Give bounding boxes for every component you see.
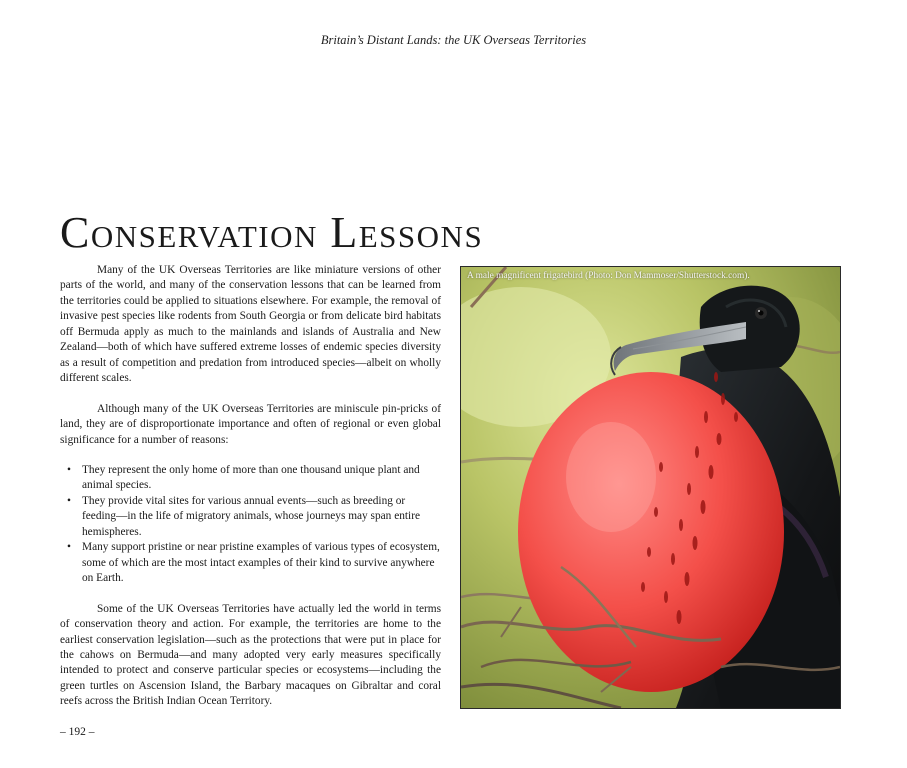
list-item-text: They represent the only home of more than one thousand unique plant and animal species. (82, 463, 420, 492)
list-item-text: Many support pristine or near pristine examples of various types of ecosystem, some of which are the most intact examples of their kind to survive anywhere on Earth. (82, 541, 440, 585)
list-item (60, 540, 441, 586)
list-item (60, 494, 441, 540)
photo-caption: A male magnificent frigatebird (Photo: Don Mammoser/Shutterstock.com). (467, 271, 750, 281)
paragraph-intro: Many of the UK Overseas Territories are like miniature versions of other parts of the world, and many of the conservation lessons that can be learned from the territories could be applied to situations elsewhere. For example, the removal of invasive pest species like rodents from South Georgia or from delicate bird habitats off Bermuda apply as much to the mainlands and islands of Australia and New Zealand—both of which have suffered extreme losses of endemic species diversity as a result of competition and predation from introduced species—albeit on wholly different scales. (60, 264, 441, 385)
frigatebird-photo (460, 266, 841, 709)
bullet-icon: • (67, 463, 71, 476)
list-item (60, 463, 441, 494)
list-item-text: They provide vital sites for various annual events—such as breeding or feeding—in the life of migratory animals, whose journeys may span entire hemispheres. (82, 494, 421, 538)
chapter-title: Conservation Lessons (60, 208, 484, 257)
reasons-list (60, 463, 441, 587)
page-number: – 192 – (60, 726, 95, 738)
body-text-column (60, 263, 441, 710)
frigatebird-illustration (461, 267, 840, 708)
running-head: Britain’s Distant Lands: the UK Overseas Territories (320, 33, 587, 47)
bullet-icon: • (67, 494, 71, 507)
paragraph-importance: Although many of the UK Overseas Territories are miniscule pin-pricks of land, they are of disproportionate importance and often of regional or even global significance for a number of reasons: (60, 402, 441, 446)
paragraph-leadership: Some of the UK Overseas Territories have actually led the world in terms of conservation theory and action. For example, the territories are home to the earliest conservation legislation—such as the protections that were put in place for the cahows on Bermuda—and many adopted very early measures specifically intended to protect and conserve particular species or ecosystems—including the green turtles on Ascension Island, the Barbary macaques on Gibraltar and coral reefs across the British Indian Ocean Territory. (60, 602, 441, 708)
bullet-icon: • (67, 541, 71, 554)
